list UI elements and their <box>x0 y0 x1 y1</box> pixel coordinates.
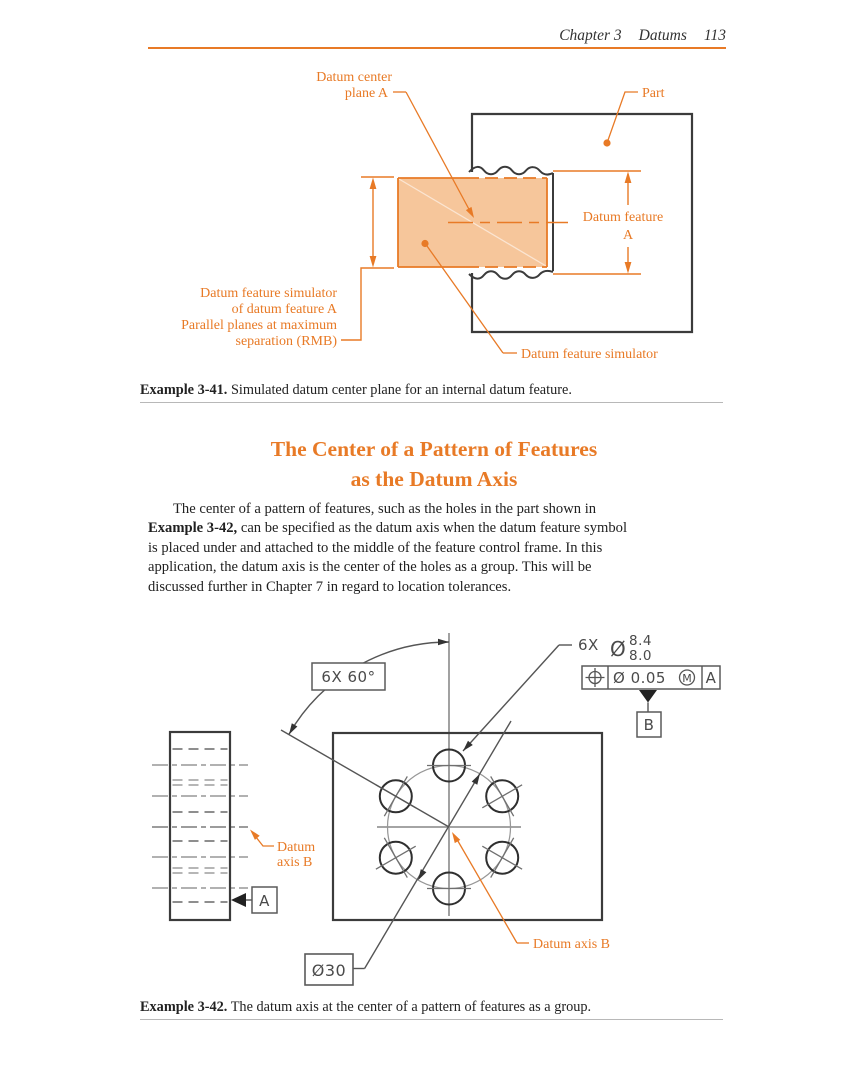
section-label: Datums <box>638 27 687 44</box>
body-paragraph <box>148 500 734 597</box>
bolt-circle-dimension <box>305 721 511 985</box>
caption-rule-1 <box>140 402 723 403</box>
paragraph-line: discussed further in Chapter 7 in regard to location tolerances. <box>148 578 512 595</box>
svg-text:6X: 6X <box>578 636 599 654</box>
chapter-label: Chapter 3 <box>559 27 622 44</box>
datum-axis-b-left-callout <box>250 830 315 871</box>
side-view <box>152 732 315 920</box>
datum-feature-a-label-line2: A <box>622 228 634 243</box>
svg-text:Ø 0.05: Ø 0.05 <box>613 669 666 687</box>
part-label: Part <box>642 86 665 101</box>
angle-callout-text: 6X 60° <box>321 668 376 686</box>
svg-text:A: A <box>705 669 717 687</box>
paragraph-line: The center of a pattern of features, such as the holes in the part shown in <box>173 501 597 517</box>
svg-text:B: B <box>643 716 655 734</box>
paragraph-line: is placed under and attached to the middle of the feature control frame. In this <box>148 539 603 556</box>
simulator-note-block <box>181 286 338 349</box>
bolt-circle-dia-text: Ø30 <box>311 961 347 980</box>
caption-rule-2 <box>140 1019 723 1020</box>
example-3-42-caption <box>140 999 730 1016</box>
caption-label: Example 3-42. <box>140 999 228 1015</box>
paragraph-line: Example 3-42, can be specified as the datum axis when the datum feature symbol <box>148 520 628 537</box>
caption-text: The datum axis at the center of a pattern of features as a group. <box>227 999 592 1015</box>
svg-text:Datum: Datum <box>277 840 316 855</box>
header-rule <box>148 47 726 49</box>
datum-feature-a-label-line1: Datum feature <box>582 210 664 225</box>
svg-text:8.4: 8.4 <box>629 633 652 649</box>
svg-text:separation (RMB): separation (RMB) <box>235 334 337 349</box>
caption-text: Simulated datum center plane for an internal datum feature. <box>227 382 572 398</box>
svg-text:A: A <box>259 892 270 910</box>
section-heading <box>141 434 727 494</box>
simulator-width-dimension <box>341 177 394 340</box>
svg-text:Datum axis B: Datum axis B <box>533 937 610 952</box>
datum-a-symbol <box>231 887 277 913</box>
svg-text:plane A: plane A <box>344 86 388 101</box>
hole-centerlines <box>152 765 248 888</box>
datum-triangle-icon <box>639 690 657 703</box>
section-heading-line1: The Center of a Pattern of Features <box>270 437 598 461</box>
feature-control-frame <box>582 666 720 689</box>
diameter-symbol: Ø <box>610 637 626 661</box>
example-3-41-drawing <box>140 55 740 375</box>
slot-top-wavy-edge <box>469 167 553 175</box>
svg-text:Parallel planes at maximum: Parallel planes at maximum <box>181 318 337 333</box>
paragraph-line: application, the datum axis is the center of the holes as a group. This will be <box>148 559 592 576</box>
example-3-42-drawing <box>140 618 740 1000</box>
section-heading-line2: as the Datum Axis <box>350 467 518 491</box>
svg-text:of datum feature A: of datum feature A <box>231 302 337 317</box>
caption-label: Example 3-41. <box>140 382 228 398</box>
svg-text:Datum feature simulator: Datum feature simulator <box>200 286 337 301</box>
part-callout <box>603 86 664 147</box>
svg-text:8.0: 8.0 <box>629 648 652 664</box>
datum-triangle-icon <box>231 893 246 907</box>
page-number: 113 <box>703 27 726 44</box>
svg-text:axis B: axis B <box>277 855 313 870</box>
svg-text:Datum center: Datum center <box>316 70 392 85</box>
simulator-label: Datum feature simulator <box>521 347 658 362</box>
datum-b-symbol <box>637 690 661 737</box>
datum-axis-b-right-callout <box>452 832 610 952</box>
slot-bottom-wavy-edge <box>469 271 553 279</box>
running-head <box>148 27 726 45</box>
hidden-hole-lines <box>173 749 228 902</box>
example-3-41-caption <box>140 382 730 399</box>
svg-text:M: M <box>682 672 692 685</box>
